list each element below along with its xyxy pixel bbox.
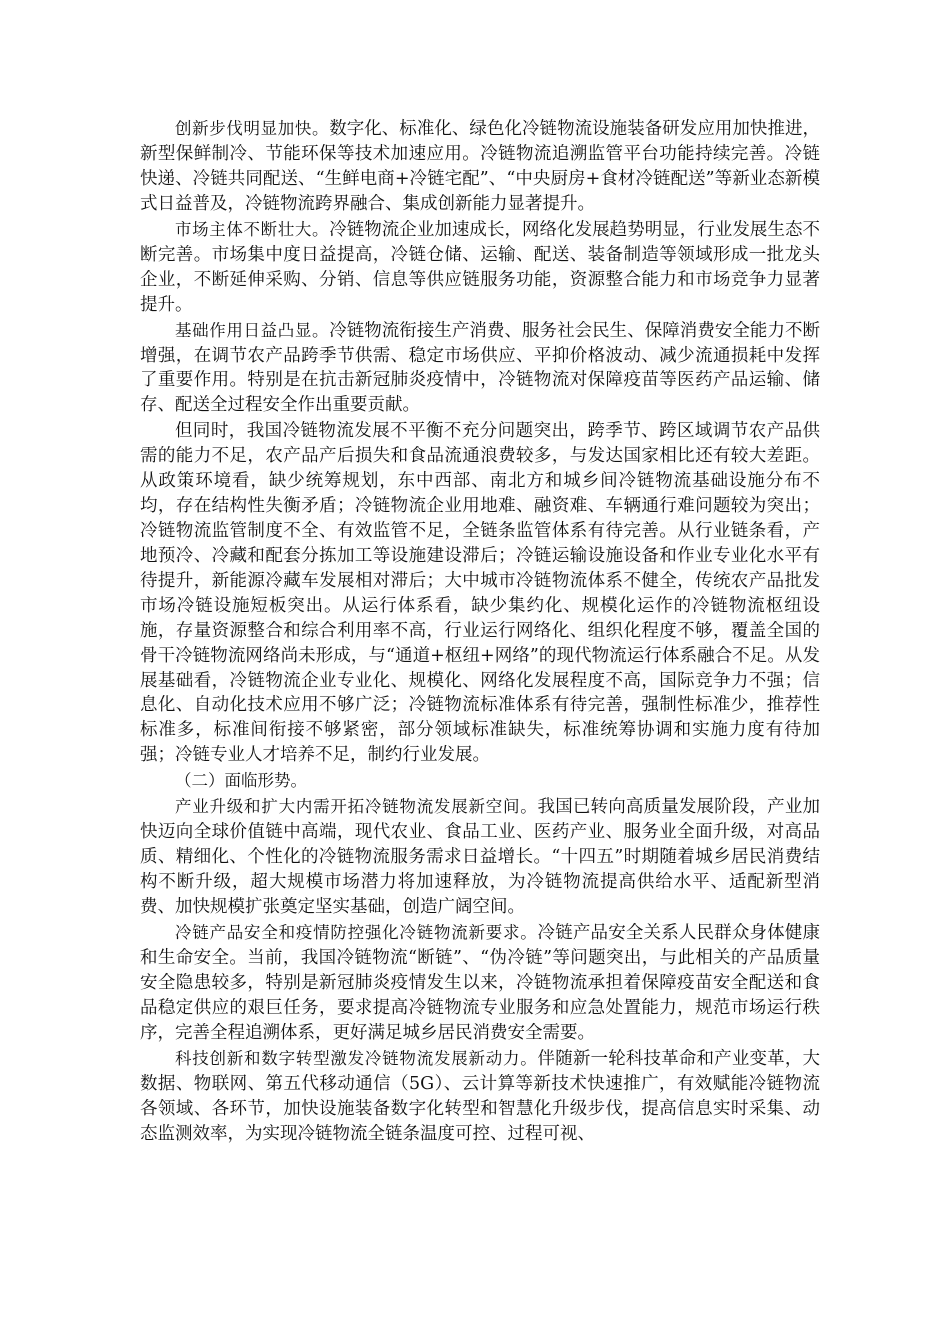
paragraph-body: 冷链物流衔接生产消费、服务社会民生、保障消费安全能力不断增强，在调节农产品跨季节供需、稳定市场供应、平抑价格波动、减少流通损耗中发挥了重要作用。特别是在抗击新冠肺炎疫情中，冷链物流对保障疫苗等医药产品运输、储存、配送全过程安全作出重要贡献。 xyxy=(140,320,821,416)
paragraph-body: 冷链产品安全关系人民群众身体健康和生命安全。当前，我国冷链物流“断链”、“伪冷链”等问题突出，与此相关的产品质量安全隐患较多，特别是新冠肺炎疫情发生以来，冷链物流承担着保障疫苗安全配送和食品稳定供应的艰巨任务，要求提高冷链物流专业服务和应急处置能力，规范市场运行秩序，完善全程追溯体系，更好满足城乡居民消费安全需要。 xyxy=(140,923,821,1043)
paragraph-lead: 创新步伐明显加快。 xyxy=(175,119,330,138)
paragraph-body: 冷链物流企业加速成长，网络化发展趋势明显，行业发展生态不断完善。市场集中度日益提高，冷链仓储、运输、配送、装备制造等领域形成一批龙头企业，不断延伸采购、分销、信息等供应链服务功能，资源整合能力和市场竞争力显著提升。 xyxy=(140,219,821,315)
paragraph-lead: 基础作用日益凸显。 xyxy=(175,320,330,340)
paragraph-safety xyxy=(140,921,820,1046)
paragraph-innovation xyxy=(140,117,820,217)
paragraph-lead: 科技创新和数字转型激发冷链物流发展新动力。 xyxy=(175,1048,538,1068)
paragraph-lead: 产业升级和扩大内需开拓冷链物流发展新空间。 xyxy=(175,797,538,817)
paragraph-industry-upgrade xyxy=(140,795,820,920)
paragraph-body: 伴随新一轮科技革命和产业变革，大数据、物联网、第五代移动通信（5G）、云计算等新技术快速推广，有效赋能冷链物流各领域、各环节，加快设施装备数字化转型和智慧化升级步伐，提高信息实时采集、动态监测效率，为实现冷链物流全链条温度可控、过程可视、 xyxy=(140,1048,821,1144)
paragraph-problems xyxy=(140,419,820,768)
paragraph-body: 我国已转向高质量发展阶段，产业加快迈向全球价值链中高端，现代农业、食品工业、医药产业、服务业全面升级，对高品质、精细化、个性化的冷链物流服务需求日益增长。“十四五”时期随着城乡居民消费结构不断升级，超大规模市场潜力将加速释放，为冷链物流提高供给水平、适配新型消费、加快规模扩张奠定坚实基础，创造广阔空间。 xyxy=(140,797,821,918)
paragraph-foundation xyxy=(140,319,820,419)
document-page xyxy=(140,117,820,1148)
paragraph-technology xyxy=(140,1047,820,1147)
paragraph-body: 数字化、标准化、绿色化冷链物流设施装备研发应用加快推进，新型保鲜制冷、节能环保等技术加速应用。冷链物流追溯监管平台功能持续完善。冷链快递、冷链共同配送、“生鲜电商+冷链宅配”、“中央厨房+食材冷链配送”等新业态新模式日益普及，冷链物流跨界融合、集成创新能力显著提升。 xyxy=(140,119,821,214)
paragraph-market xyxy=(140,218,820,318)
paragraph-lead: 市场主体不断壮大。 xyxy=(175,219,330,239)
paragraph-body: 但同时，我国冷链物流发展不平衡不充分问题突出，跨季节、跨区域调节农产品供需的能力不足，农产品产后损失和食品流通浪费较多，与发达国家相比还有较大差距。从政策环境看，缺少统筹规划，东中西部、南北方和城乡间冷链物流基础设施分布不均，存在结构性失衡矛盾；冷链物流企业用地难、融资难、车辆通行难问题较为突出；冷链物流监管制度不全、有效监管不足，全链条监管体系有待完善。从行业链条看，产地预冷、冷藏和配套分拣加工等设施建设滞后；冷链运输设施设备和作业专业化水平有待提升，新能源冷藏车发展相对滞后；大中城市冷链物流体系不健全，传统农产品批发市场冷链设施短板突出。从运行体系看，缺少集约化、规模化运作的冷链物流枢纽设施，存量资源整合和综合利用率不高，行业运行网络化、组织化程度不够，覆盖全国的骨干冷链物流网络尚未形成，与“通道+枢纽+网络”的现代物流运行体系融合不足。从发展基础看，冷链物流企业专业化、规模化、网络化发展程度不高，国际竞争力不强；信息化、自动化技术应用不够广泛；冷链物流标准体系有待完善，强制性标准少，推荐性标准多，标准间衔接不够紧密，部分领域标准缺失，标准统筹协调和实施力度有待加强；冷链专业人才培养不足，制约行业发展。 xyxy=(140,421,820,766)
paragraph-lead: 冷链产品安全和疫情防控强化冷链物流新要求。 xyxy=(175,923,538,943)
section-heading: （二）面临形势。 xyxy=(175,771,307,791)
